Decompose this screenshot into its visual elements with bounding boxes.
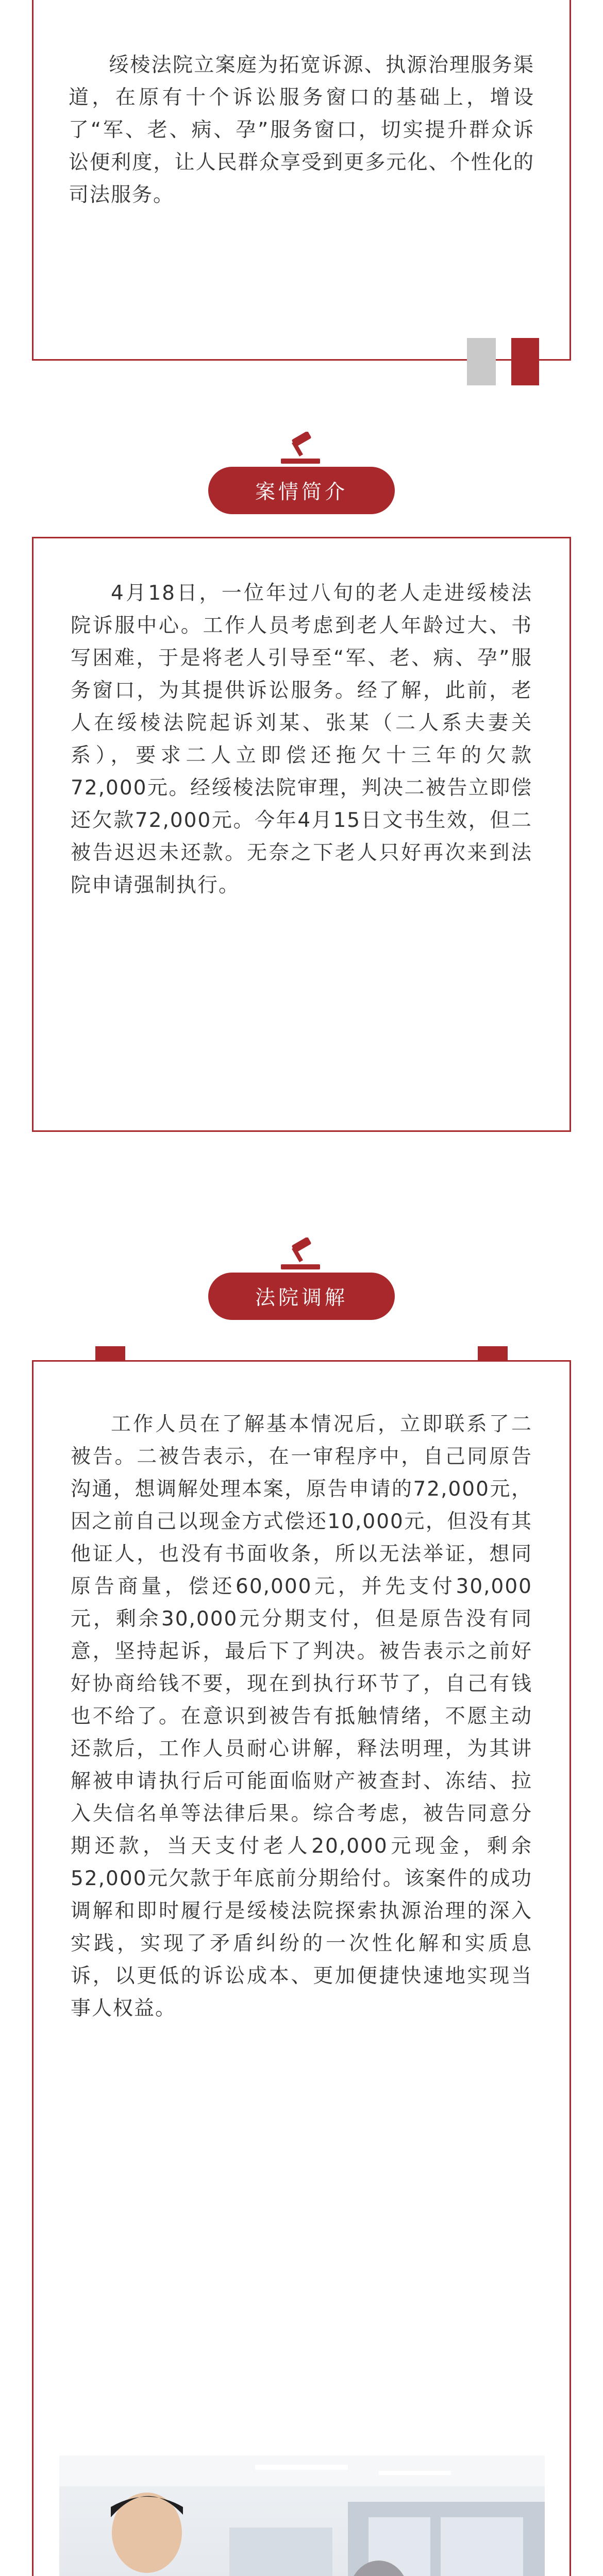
decor-tab-right [478,1346,508,1362]
gavel-icon [277,1238,324,1272]
decor-red-block [511,338,539,385]
case-summary-card [32,537,571,1132]
gavel-icon [277,432,324,466]
photo-mediation-scene [59,2455,545,2576]
section-title-badge-mediation: 法院调解 [208,1273,395,1320]
decor-tab-left [95,1346,125,1362]
mediation-card [32,1360,571,2576]
intro-card [32,0,571,361]
case-summary-paragraph: 4月18日，一位年过八旬的老人走进绥棱法院诉服中心。工作人员考虑到老人年龄过大、书写困难，于是将老人引导至“军、老、病、孕”服务窗口，为其提供诉讼服务。经了解，此前，老人在绥棱法院起诉刘某、张某（二人系夫妻关系），要求二人立即偿还拖欠十三年的欠款72,000元。经绥棱法院审理，判决二被告立即偿还欠款72,000元。今年4月15日文书生效，但二被告迟迟未还款。无奈之下老人只好再次来到法院申请强制执行。 [71,582,532,897]
intro-paragraph: 绥棱法院立案庭为拓宽诉源、执源治理服务渠道，在原有十个诉讼服务窗口的基础上，增设了“军、老、病、孕”服务窗口，切实提升群众诉讼便利度，让人民群众享受到更多元化、个性化的司法服务。 [69,54,534,207]
section-title-badge-case: 案情简介 [208,467,395,514]
mediation-paragraph: 工作人员在了解基本情况后，立即联系了二被告。二被告表示，在一审程序中，自己同原告沟通，想调解处理本案，原告申请的72,000元，因之前自己以现金方式偿还10,000元，但没有其他证人，也没有书面收条，所以无法举证，想同原告商量，偿还60,000元，并先支付30,000元，剩余30,000元分期支付，但是原告没有同意，坚持起诉，最后下了判决。被告表示之前好好协商给钱不要，现在到执行环节了，自己有钱也不给了。在意识到被告有抵触情绪，不愿主动还款后，工作人员耐心讲解，释法明理，为其讲解被申请执行后可能面临财产被查封、冻结、拉入失信名单等法律后果。综合考虑，被告同意分期还款，当天支付老人20,000元现金，剩余52,000元欠款于年底前分期给付。该案件的成功调解和即时履行是绥棱法院探索执源治理的深入实践，实现了矛盾纠纷的一次性化解和实质息诉，以更低的诉讼成本、更加便捷快速地实现当事人权益。 [71,1413,532,2020]
decor-gray-block [467,338,496,385]
